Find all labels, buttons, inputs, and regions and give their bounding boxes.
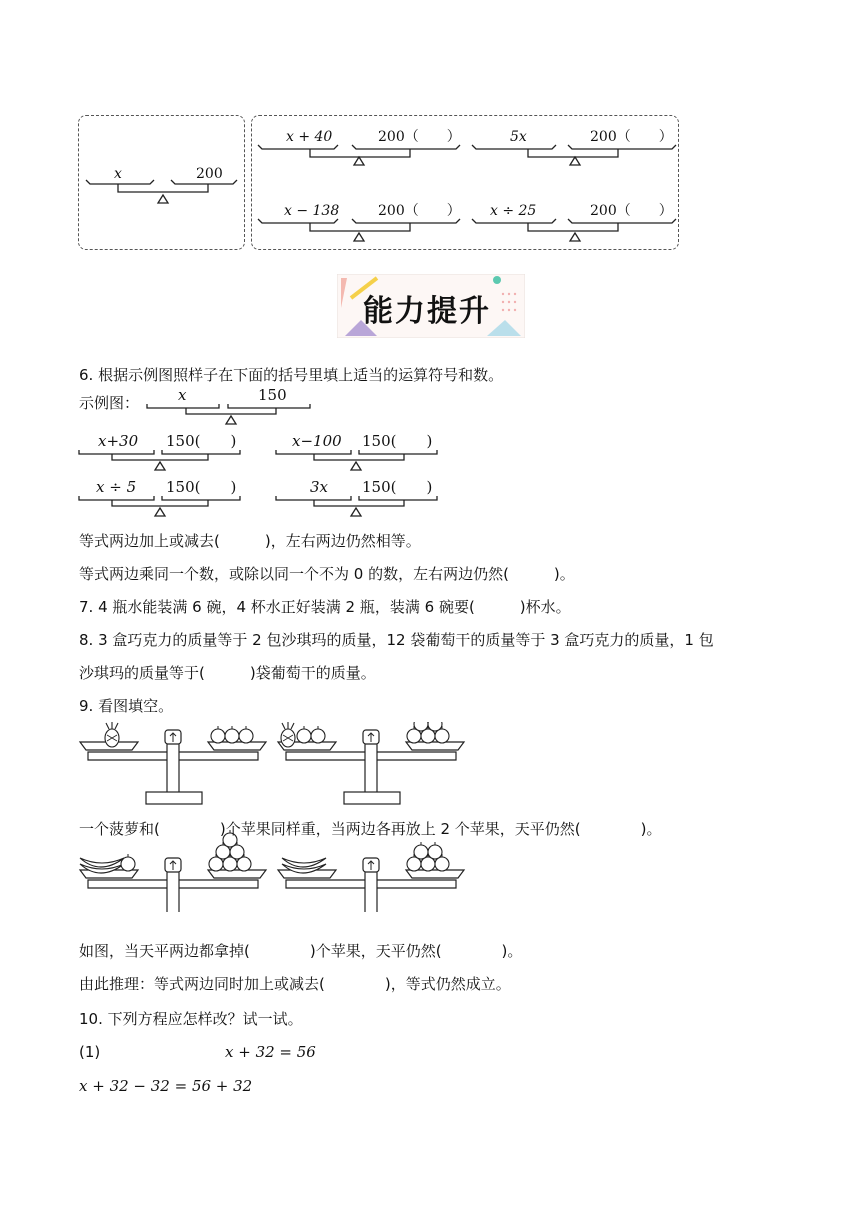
q6-item4-left: 3x <box>310 478 329 496</box>
q6-item1-right: 150( ) <box>166 432 237 450</box>
top-balances-diagram <box>0 0 860 260</box>
q8-line2: 沙琪玛的质量等于( )袋葡萄干的质量。 <box>79 664 376 682</box>
item4-left: x ÷ 25 <box>490 203 537 219</box>
q10-work: x + 32 − 32 = 56 + 32 <box>79 1077 253 1095</box>
q6-example-right: 150 <box>258 386 287 404</box>
q6-text: 6. 根据示例图照样子在下面的括号里填上适当的运算符号和数。 <box>79 366 504 384</box>
example-left: x <box>114 166 122 182</box>
q6-line2: 等式两边乘同一个数，或除以同一个不为 0 的数，左右两边仍然( )。 <box>79 565 575 583</box>
q6-balances-diagram <box>0 380 860 520</box>
q6-item2-right: 150( ) <box>362 432 433 450</box>
q6-item4-right: 150( ) <box>362 478 433 496</box>
q9-line2: 如图，当天平两边都拿掉( )个苹果，天平仍然( )。 <box>79 942 523 960</box>
q6-item2-left: x−100 <box>292 432 342 450</box>
item2-left: 5x <box>510 129 527 145</box>
q7-text: 7. 4 瓶水能装满 6 碗，4 杯水正好装满 2 瓶，装满 6 碗要( )杯水。 <box>79 598 571 616</box>
q9-scales-row1 <box>0 722 860 912</box>
q9-line1: 一个菠萝和( )个苹果同样重，当两边各再放上 2 个苹果，天平仍然( )。 <box>79 820 662 838</box>
item1-right: 200（ ） <box>378 129 461 145</box>
item3-left: x − 138 <box>284 203 340 219</box>
item1-left: x + 40 <box>286 129 333 145</box>
q6-line1: 等式两边加上或减去( )，左右两边仍然相等。 <box>79 532 421 550</box>
section-title-banner <box>337 274 525 338</box>
q10-title: 10. 下列方程应怎样改？试一试。 <box>79 1010 303 1028</box>
q6-item3-left: x ÷ 5 <box>96 478 137 496</box>
item3-right: 200（ ） <box>378 203 461 219</box>
q10-item-label: (1) <box>79 1043 101 1061</box>
item2-right: 200（ ） <box>590 129 673 145</box>
q6-item3-right: 150( ) <box>166 478 237 496</box>
example-right: 200 <box>196 166 223 182</box>
q9-line3: 由此推理：等式两边同时加上或减去( )，等式仍然成立。 <box>79 975 511 993</box>
q9-title: 9. 看图填空。 <box>79 697 174 715</box>
item4-right: 200（ ） <box>590 203 673 219</box>
q10-equation: x + 32 = 56 <box>225 1043 316 1061</box>
q6-example-left: x <box>178 386 187 404</box>
q6-item1-left: x+30 <box>98 432 139 450</box>
q6-example-label: 示例图： <box>79 394 140 412</box>
q8-line1: 8. 3 盒巧克力的质量等于 2 包沙琪玛的质量，12 袋葡萄干的质量等于 3 盒巧克力的质量，1 包 <box>79 631 714 649</box>
section-title: 能力提升 <box>363 294 491 329</box>
